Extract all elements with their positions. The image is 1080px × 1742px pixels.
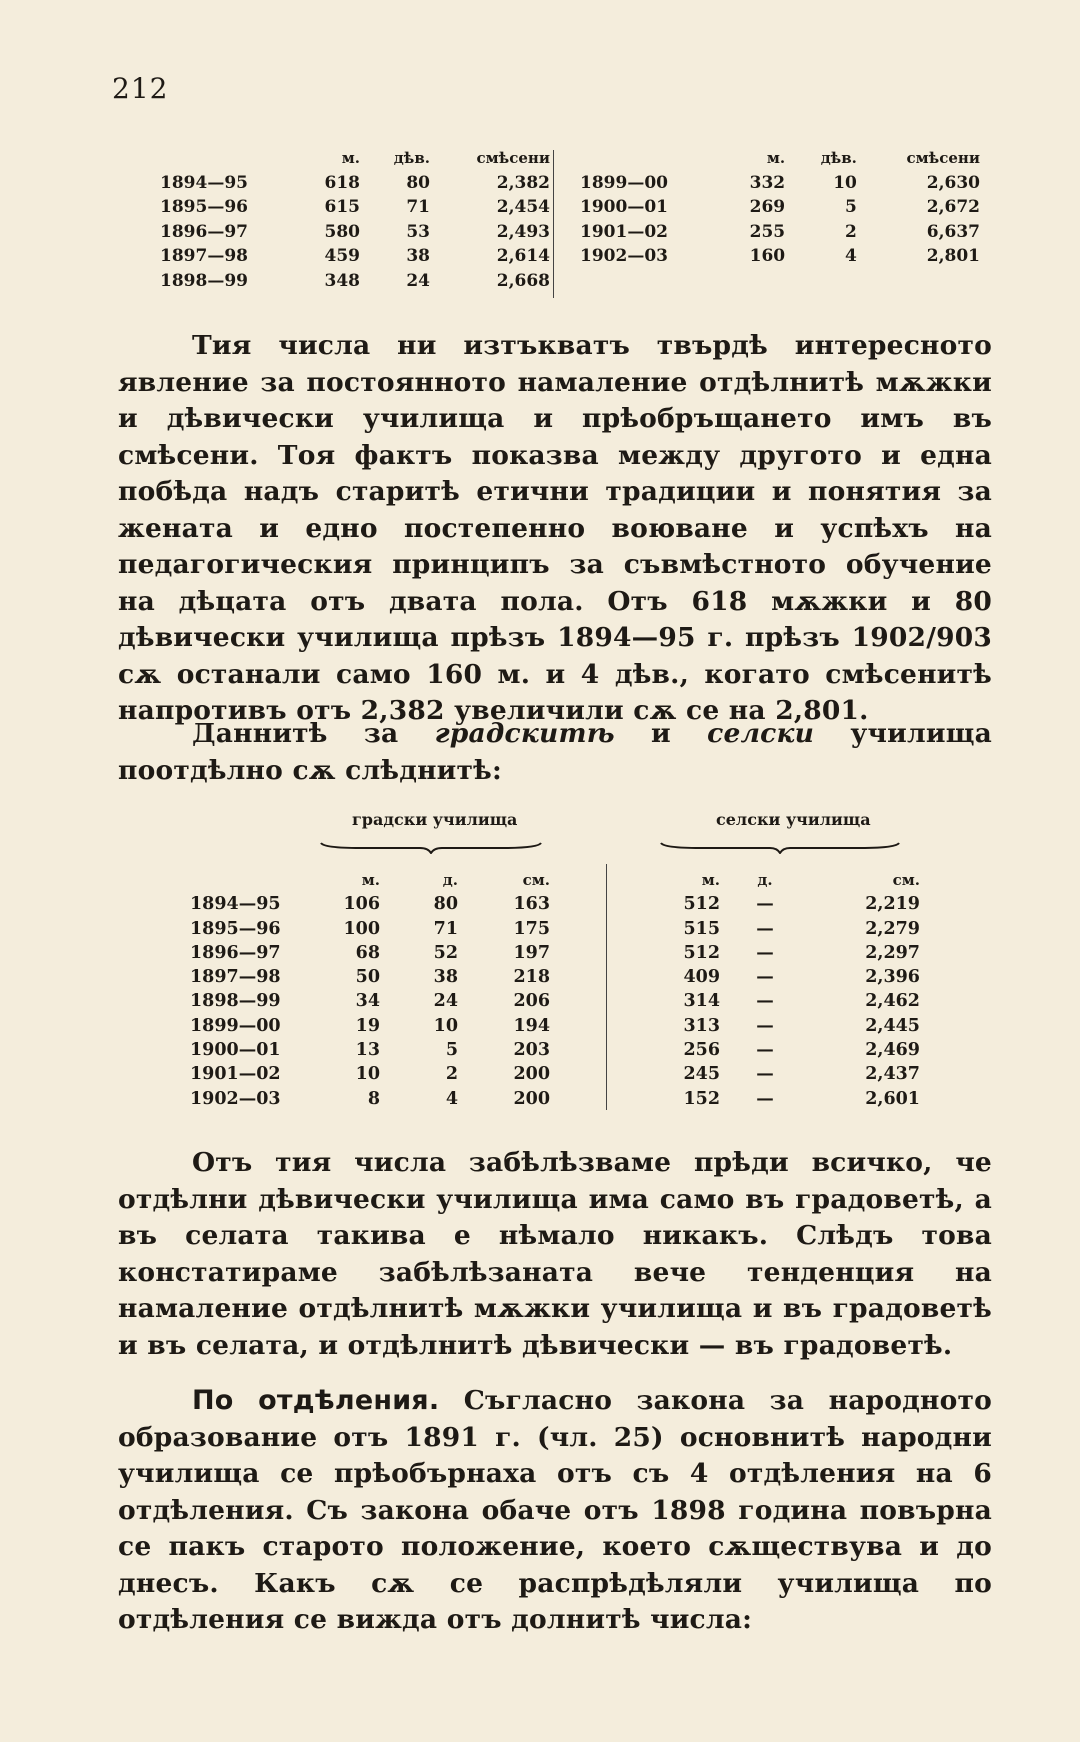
table-cell: 269: [749, 197, 786, 217]
table-cell: 152: [683, 1088, 720, 1109]
table-cell: 2,462: [865, 991, 920, 1012]
table2-rural-header: [660, 868, 920, 892]
table-cell: 50: [355, 967, 380, 988]
table-row: [160, 220, 550, 245]
table-row: [580, 195, 980, 220]
table-cell: —: [756, 991, 774, 1012]
table-cell: 1898—99: [190, 991, 281, 1012]
table-cell: 348: [324, 270, 360, 291]
table-cell: 1898—99: [160, 270, 248, 291]
table-row: [660, 989, 920, 1013]
table-cell: —: [756, 894, 774, 915]
urban-brace: [320, 842, 542, 854]
table-cell: 409: [683, 967, 720, 988]
table-row: [190, 917, 550, 941]
table-cell: 2,630: [926, 172, 980, 193]
paragraph-2: Даннитѣ за градскитѣ и селски училища поотдѣлно сѫ слѣднитѣ:: [118, 718, 992, 786]
table-cell: 1899—00: [190, 1015, 281, 1036]
table-cell: 1897—98: [160, 246, 248, 266]
table-cell: 19: [355, 1015, 380, 1036]
table-cell: 2,668: [496, 270, 550, 291]
table-cell: 2,801: [926, 246, 980, 266]
table-row: [160, 244, 550, 269]
table-cell: 8: [367, 1088, 380, 1109]
paragraph-4: По отдѣления. Съгласно закона за народното образование отъ 1891 г. (чл. 25) основнитѣ народни училища се прѣобърнаха отъ съ 4 отдѣления на 6 отдѣления. Съ закона обаче отъ 1898 година повърна се пакъ старото положение, което сѫществува и до днесъ. Какъ сѫ се распрѣдѣляли училища по отдѣления се вижда отъ долнитѣ числа:: [118, 1385, 992, 1635]
table-cell: 2,614: [496, 246, 550, 266]
table2-rural: [660, 868, 920, 1111]
table-cell: 1895—96: [160, 197, 248, 217]
table-cell: —: [756, 1015, 774, 1036]
table-cell: 2,219: [865, 894, 920, 915]
table-row: [190, 989, 550, 1013]
table-cell: 13: [355, 1040, 380, 1061]
table-cell: 80: [406, 172, 430, 193]
table-cell: 5: [845, 197, 857, 217]
table-cell: 197: [513, 942, 550, 963]
table-cell: 52: [433, 942, 458, 963]
col-header-d: д.: [442, 871, 458, 889]
col-header-mixed: смѣсени: [906, 149, 980, 167]
table-cell: 34: [355, 991, 380, 1012]
table-cell: 163: [513, 894, 550, 915]
italic-term-urban: градскитѣ: [434, 718, 615, 749]
col-header-dev: дѣв.: [820, 149, 857, 167]
paragraph-1: Тия числа ни изтъкватъ твърдѣ интересното явление за постоянното намаление отдѣлнитѣ мѫжки и дѣвически училища и прѣобръщането имъ въ смѣсени. Тоя фактъ показва между другото и една побѣда надъ старитѣ етични традиции и понятия за жената и едно постепенно воюване и успѣхъ на педагогическия принципъ за съвмѣстното обучение на дѣцата отъ двата пола. Отъ 618 мѫжки и 80 дѣвически училища прѣзъ 1894—95 г. прѣзъ 1902/903 сѫ останали само 160 м. и 4 дѣв., когато смѣсенитѣ напротивъ отъ 2,382 увеличили сѫ се на 2,801.: [118, 330, 992, 726]
col-header-mixed: см.: [892, 871, 920, 889]
table-cell: 175: [513, 918, 550, 939]
table2-urban: [190, 868, 550, 1111]
table-cell: 2,493: [496, 221, 550, 242]
table-row: [660, 941, 920, 965]
table-cell: 313: [683, 1015, 720, 1036]
table-cell: 71: [406, 197, 430, 217]
table-cell: 459: [324, 246, 360, 266]
table-cell: 1902—03: [580, 246, 668, 266]
table-cell: 24: [406, 270, 430, 291]
table-cell: 255: [749, 221, 786, 242]
table-cell: 1900—01: [190, 1040, 281, 1061]
table-cell: 256: [683, 1040, 720, 1061]
table-cell: 10: [833, 172, 857, 193]
table-cell: 1896—97: [190, 942, 281, 963]
table-cell: 160: [749, 246, 786, 266]
table-row: [660, 1087, 920, 1111]
table1-left: [160, 146, 550, 293]
table-row: [190, 1087, 550, 1111]
table-cell: 515: [683, 918, 720, 939]
table-row: [660, 917, 920, 941]
table-cell: 71: [433, 918, 458, 939]
page-number: 212: [112, 72, 169, 105]
table-cell: 106: [343, 894, 380, 915]
urban-schools-title: градски училища: [352, 810, 518, 829]
table-cell: —: [756, 1040, 774, 1061]
col-header-m: м.: [766, 149, 786, 167]
rural-brace: [660, 842, 900, 854]
table-cell: —: [756, 1064, 774, 1085]
table-cell: —: [756, 918, 774, 939]
table-cell: 1900—01: [580, 197, 668, 217]
table-row: [190, 892, 550, 916]
col-header-mixed: см.: [522, 871, 550, 889]
table-cell: 1894—95: [190, 894, 281, 915]
table-cell: 512: [683, 894, 720, 915]
table-row: [160, 171, 550, 196]
table-cell: 1902—03: [190, 1088, 281, 1109]
table1-divider: [553, 150, 554, 298]
table-cell: 5: [445, 1040, 458, 1061]
section-heading: По отдѣления.: [192, 1385, 440, 1416]
table-cell: 1895—96: [190, 918, 281, 939]
table-cell: 2,382: [496, 172, 550, 193]
table-cell: 2,297: [865, 942, 920, 963]
table-cell: 245: [683, 1064, 720, 1085]
table-cell: —: [756, 967, 774, 988]
table-row: [580, 244, 980, 269]
table-row: [660, 1014, 920, 1038]
table-row: [660, 892, 920, 916]
table-cell: —: [756, 942, 774, 963]
col-header-m: м.: [341, 149, 360, 167]
italic-term-rural: селски: [707, 718, 815, 749]
table-cell: 24: [433, 991, 458, 1012]
table-row: [160, 269, 550, 294]
table-cell: 1896—97: [160, 221, 248, 242]
table-row: [660, 1038, 920, 1062]
table2-divider: [606, 864, 607, 1110]
col-header-d: д.: [757, 871, 773, 889]
table-cell: 218: [513, 967, 550, 988]
table-cell: 2,279: [865, 918, 920, 939]
table-cell: 203: [513, 1040, 550, 1061]
col-header-mixed: смѣсени: [476, 149, 550, 167]
table-cell: 2,672: [926, 197, 980, 217]
table-row: [660, 1062, 920, 1086]
table-row: [190, 1038, 550, 1062]
rural-schools-title: селски училища: [716, 810, 871, 829]
table-row: [190, 965, 550, 989]
table-cell: 10: [355, 1064, 380, 1085]
table-row: [190, 941, 550, 965]
table-cell: 1899—00: [580, 172, 668, 193]
table-cell: 2: [445, 1064, 458, 1085]
table1-left-header: [160, 146, 550, 171]
table1-right: [580, 146, 980, 269]
table-cell: 53: [406, 221, 430, 242]
table-row: [190, 1062, 550, 1086]
table-row: [160, 195, 550, 220]
table-cell: 2: [845, 221, 857, 242]
table-cell: 618: [324, 172, 360, 193]
table-cell: 2,469: [865, 1040, 920, 1061]
table-cell: 194: [513, 1015, 550, 1036]
table-cell: 1901—02: [190, 1064, 281, 1085]
table-cell: 1901—02: [580, 221, 668, 242]
table-row: [190, 1014, 550, 1038]
table-cell: 2,437: [865, 1064, 920, 1085]
col-header-m: м.: [361, 871, 380, 889]
table-row: [660, 965, 920, 989]
table-cell: 4: [845, 246, 857, 266]
table-cell: 80: [433, 894, 458, 915]
table1-right-header: [580, 146, 980, 171]
col-header-m: м.: [701, 871, 720, 889]
table-cell: 512: [683, 942, 720, 963]
table-cell: —: [756, 1088, 774, 1109]
table-cell: 6,637: [926, 221, 980, 242]
table-cell: 314: [683, 991, 720, 1012]
table-row: [580, 171, 980, 196]
table2-urban-header: [190, 868, 550, 892]
table-cell: 206: [513, 991, 550, 1012]
table-cell: 68: [355, 942, 380, 963]
table-cell: 4: [445, 1088, 458, 1109]
col-header-dev: дѣв.: [393, 149, 430, 167]
table-cell: 2,445: [865, 1015, 920, 1036]
table-cell: 1897—98: [190, 967, 281, 988]
table-cell: 1894—95: [160, 172, 248, 193]
table-cell: 2,396: [865, 967, 920, 988]
table-cell: 580: [324, 221, 360, 242]
table-cell: 38: [433, 967, 458, 988]
table-cell: 38: [406, 246, 430, 266]
table-cell: 200: [513, 1088, 550, 1109]
table-cell: 10: [433, 1015, 458, 1036]
paragraph-3: Отъ тия числа забѣлѣзваме прѣди всичко, че отдѣлни дѣвически училища има само въ градоветѣ, а въ селата такива е нѣмало никакъ. Слѣдъ това констатираме забѣлѣзаната вече тенденция на намаление отдѣлнитѣ мѫжки училища и въ градоветѣ и въ селата, и отдѣлнитѣ дѣвически — въ градоветѣ.: [118, 1147, 992, 1361]
table-cell: 200: [513, 1064, 550, 1085]
table-cell: 100: [343, 918, 380, 939]
table-row: [580, 220, 980, 245]
table-cell: 332: [749, 172, 786, 193]
table-cell: 615: [324, 197, 360, 217]
table-cell: 2,601: [865, 1088, 920, 1109]
table-cell: 2,454: [496, 197, 550, 217]
